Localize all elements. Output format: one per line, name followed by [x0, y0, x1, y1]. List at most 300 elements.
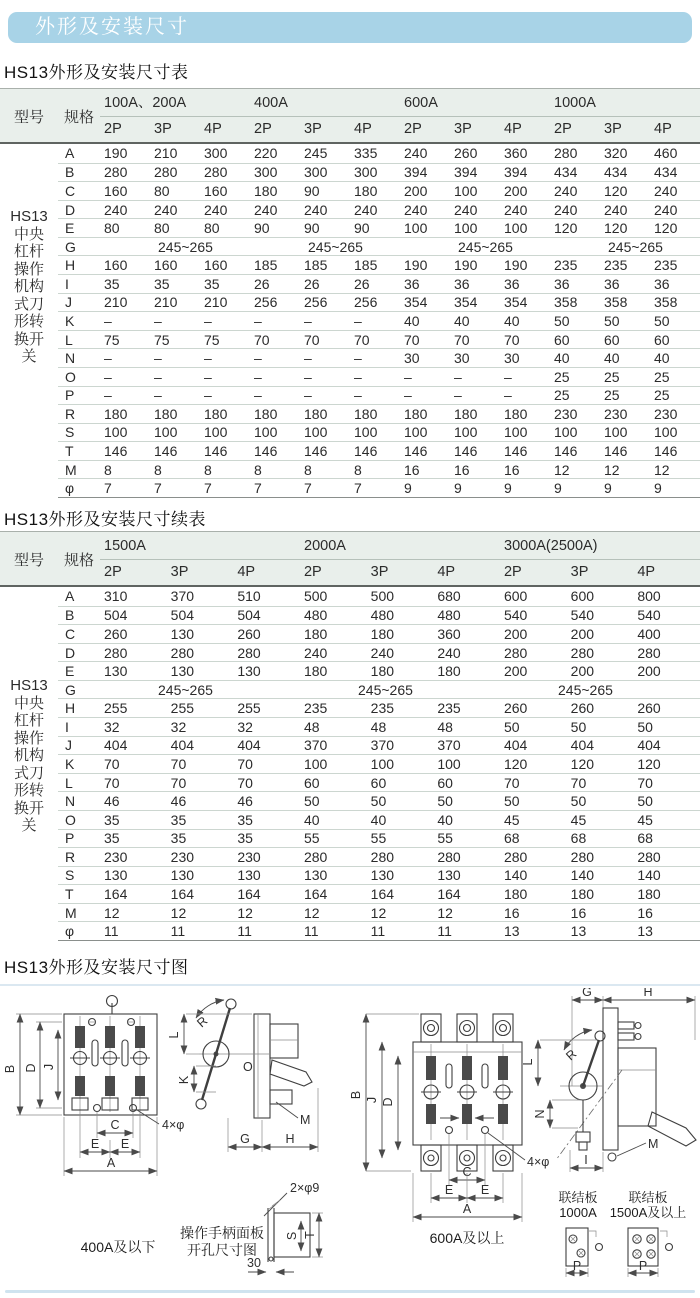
value-cell: 130 [170, 867, 195, 884]
value-cell: 16 [404, 461, 420, 478]
value-cell: 9 [504, 480, 512, 497]
value-cell: 100 [104, 424, 128, 441]
table1-title: HS13外形及安装尺寸表 [4, 63, 189, 82]
value-cell: 300 [254, 164, 278, 181]
value-cell: 360 [437, 625, 461, 642]
value-cell: 25 [604, 387, 620, 404]
value-cell: 50 [437, 793, 453, 810]
table1-body [58, 144, 700, 498]
value-cell: 50 [604, 312, 620, 329]
value-cell: 504 [237, 607, 261, 624]
value-cell: 256 [304, 294, 328, 311]
value-cell: 70 [454, 331, 470, 348]
table2-model-label [0, 587, 58, 940]
table-row [58, 478, 700, 497]
value-cell: 25 [554, 368, 570, 385]
value-cell: 354 [454, 294, 478, 311]
value-cell: 235 [303, 700, 328, 717]
figure-title: HS13外形及安装尺寸图 [4, 958, 189, 977]
value-cell: 358 [654, 294, 678, 311]
model-label-line: HS13 [10, 677, 48, 694]
table1-pole-headers [100, 117, 700, 143]
table-row [58, 643, 700, 662]
value-cell: 404 [237, 737, 261, 754]
value-cell: – [454, 368, 462, 385]
group-header: 3000A(2500A) [504, 538, 598, 554]
value-cell: 45 [570, 811, 587, 828]
value-cell: 35 [154, 275, 170, 292]
pole-header: 2P [303, 564, 322, 580]
value-cell: 46 [170, 793, 187, 810]
value-cell: 434 [554, 164, 578, 181]
table-row [58, 680, 700, 699]
value-cell: 16 [454, 461, 470, 478]
value-cell: 180 [354, 405, 378, 422]
value-cell: 90 [304, 182, 320, 199]
value-cell: 48 [303, 718, 320, 735]
value-cell: 180 [254, 405, 278, 422]
value-cell: 100 [604, 424, 628, 441]
value-cell: 11 [303, 923, 319, 940]
value-cell: – [254, 368, 262, 385]
dim-label-i: I [584, 1153, 588, 1167]
value-cell: 245~265 [308, 238, 363, 255]
model-label-line: 式刀 [13, 764, 44, 782]
value-cell: 394 [454, 164, 478, 181]
value-cell: 164 [303, 886, 328, 903]
value-cell: 70 [504, 331, 520, 348]
value-cell: 240 [204, 201, 228, 218]
value-cell: 16 [504, 461, 520, 478]
value-cell: 200 [503, 663, 528, 680]
value-cell: 320 [604, 145, 628, 162]
dim-label-n: N [533, 1109, 547, 1119]
value-cell: – [254, 387, 262, 404]
value-cell: 180 [104, 405, 128, 422]
value-cell: 30 [404, 350, 420, 367]
value-cell: 9 [454, 480, 462, 497]
value-cell: 245~265 [158, 238, 213, 255]
figure-divider [0, 984, 700, 986]
value-cell: 404 [170, 737, 195, 754]
section-banner: 外形及安装尺寸 [8, 12, 692, 43]
value-cell: 180 [204, 405, 228, 422]
value-cell: – [154, 387, 162, 404]
spec-cell: R [65, 405, 76, 422]
spec-cell: N [65, 793, 76, 810]
table-row [58, 274, 700, 293]
value-cell: 180 [437, 663, 461, 680]
value-cell: 16 [503, 904, 520, 921]
group-header: 1000A [554, 95, 596, 111]
pole-header: 2P [503, 564, 522, 580]
value-cell: 120 [604, 220, 628, 237]
value-cell: 60 [654, 331, 670, 348]
value-cell: 100 [437, 755, 461, 772]
spec-cell: S [65, 867, 75, 884]
value-cell: 11 [104, 923, 119, 940]
value-cell: – [154, 350, 162, 367]
value-cell: 245~265 [608, 238, 663, 255]
value-cell: 360 [504, 145, 528, 162]
model-label-line: 关 [21, 817, 37, 834]
value-cell: 404 [104, 737, 128, 754]
value-cell: 235 [554, 257, 578, 274]
value-cell: 260 [237, 625, 261, 642]
value-cell: 100 [254, 424, 278, 441]
value-cell: 68 [503, 830, 520, 847]
value-cell: 100 [504, 220, 528, 237]
hole-note-4phi: 4×φ [527, 1155, 550, 1169]
value-cell: 180 [303, 625, 328, 642]
value-cell: 240 [404, 145, 428, 162]
value-cell: 25 [554, 387, 570, 404]
value-cell: 164 [104, 886, 128, 903]
value-cell: 100 [354, 424, 378, 441]
spec-cell: A [65, 588, 75, 605]
value-cell: 280 [437, 848, 461, 865]
spec-cell: A [65, 145, 75, 162]
model-label-line: 杠杆 [13, 712, 44, 729]
table-row [58, 330, 700, 349]
bottom-divider [5, 1290, 695, 1293]
spec-cell: K [65, 755, 75, 772]
value-cell: – [104, 350, 112, 367]
value-cell: 120 [503, 755, 528, 772]
value-cell: 100 [554, 424, 578, 441]
dim-label-a: A [106, 1156, 116, 1170]
value-cell: 164 [437, 886, 461, 903]
dim-label-d: D [381, 1097, 395, 1107]
value-cell: 600 [503, 588, 528, 605]
value-cell: 180 [404, 405, 428, 422]
value-cell: 404 [503, 737, 528, 754]
value-cell: 26 [304, 275, 320, 292]
pole-header: 3P [170, 564, 189, 580]
spec-cell: P [65, 387, 75, 404]
value-cell: 255 [104, 700, 128, 717]
value-cell: – [154, 368, 162, 385]
value-cell: – [104, 387, 112, 404]
spec-cell: N [65, 350, 76, 367]
value-cell: – [454, 387, 462, 404]
dim-label-r: R [563, 1046, 580, 1064]
value-cell: 230 [104, 848, 128, 865]
value-cell: 55 [370, 830, 387, 847]
table-row [58, 386, 700, 405]
value-cell: – [304, 368, 312, 385]
pole-header: 4P [437, 564, 456, 580]
value-cell: 146 [504, 443, 528, 460]
model-column-header: 型号 [13, 108, 44, 126]
value-cell: 230 [170, 848, 195, 865]
spec-cell: M [65, 461, 77, 478]
pole-header: 4P [504, 121, 522, 137]
value-cell: 540 [503, 607, 528, 624]
value-cell: 480 [437, 607, 461, 624]
table2-pole-headers [100, 560, 700, 586]
value-cell: 7 [154, 480, 162, 497]
value-cell: 50 [370, 793, 387, 810]
value-cell: 130 [170, 663, 195, 680]
dim-label-h: H [285, 1132, 295, 1146]
value-cell: 240 [370, 644, 395, 661]
value-cell: 35 [104, 830, 120, 847]
value-cell: 35 [104, 811, 120, 828]
value-cell: 245 [304, 145, 328, 162]
value-cell: 25 [654, 387, 670, 404]
value-cell: 146 [204, 443, 228, 460]
value-cell: 8 [154, 461, 162, 478]
value-cell: 11 [237, 923, 252, 940]
caption-cutout: 操作手柄面板 [180, 1225, 264, 1241]
value-cell: 30 [504, 350, 520, 367]
table-row [58, 866, 700, 885]
spec-cell: D [65, 644, 76, 661]
model-label-line: 换开 [13, 330, 44, 348]
value-cell: 12 [654, 461, 670, 478]
spec-cell: E [65, 220, 75, 237]
value-cell: 100 [404, 424, 428, 441]
value-cell: 26 [254, 275, 270, 292]
value-cell: 9 [404, 480, 412, 497]
value-cell: 60 [554, 331, 570, 348]
spec-cell: P [65, 830, 75, 847]
table1-header [0, 88, 700, 144]
dim-label-b: B [349, 1090, 363, 1100]
value-cell: 35 [170, 811, 187, 828]
value-cell: 70 [637, 774, 653, 791]
value-cell: 50 [654, 312, 670, 329]
value-cell: – [504, 368, 512, 385]
value-cell: 40 [604, 350, 620, 367]
dim-label-m: M [300, 1113, 311, 1127]
spec-column-header: 规格 [63, 551, 94, 569]
table-row [58, 921, 700, 940]
group-header: 2000A [304, 538, 346, 554]
value-cell: 120 [570, 755, 595, 772]
value-cell: 25 [654, 368, 670, 385]
value-cell: 55 [303, 830, 320, 847]
table-row [58, 847, 700, 866]
value-cell: 48 [437, 718, 453, 735]
value-cell: 280 [570, 848, 595, 865]
value-cell: 180 [303, 663, 328, 680]
caption-plate-1000a: 联结板 [558, 1190, 598, 1205]
value-cell: 146 [154, 443, 178, 460]
dim-label-s: S [285, 1231, 299, 1241]
value-cell: 12 [554, 461, 570, 478]
value-cell: 190 [504, 257, 528, 274]
value-cell: 70 [104, 774, 120, 791]
spec-cell: C [65, 625, 76, 642]
value-cell: 120 [604, 182, 628, 199]
value-cell: 36 [554, 275, 570, 292]
model-label-line: 中央 [13, 694, 44, 712]
value-cell: 180 [637, 886, 661, 903]
value-cell: 35 [104, 275, 120, 292]
value-cell: 8 [354, 461, 362, 478]
value-cell: 100 [454, 182, 478, 199]
value-cell: 280 [503, 848, 528, 865]
table-row [58, 311, 700, 330]
dimension-drawings [0, 988, 700, 1291]
value-cell: 540 [637, 607, 661, 624]
value-cell: 680 [437, 588, 461, 605]
table-row [58, 163, 700, 182]
model-label-line: HS13 [10, 208, 48, 225]
table2-header [0, 531, 700, 587]
value-cell: – [354, 387, 362, 404]
value-cell: 540 [570, 607, 595, 624]
spec-cell: B [65, 607, 75, 624]
value-cell: 260 [570, 700, 595, 717]
value-cell: 354 [504, 294, 528, 311]
value-cell: 50 [637, 793, 653, 810]
value-cell: 48 [370, 718, 387, 735]
value-cell: – [204, 387, 212, 404]
value-cell: 36 [454, 275, 470, 292]
value-cell: 7 [254, 480, 262, 497]
value-cell: 260 [454, 145, 478, 162]
value-cell: 100 [204, 424, 228, 441]
spec-cell: C [65, 182, 76, 199]
dim-label-h: H [643, 988, 653, 999]
value-cell: 146 [604, 443, 628, 460]
value-cell: 146 [104, 443, 128, 460]
table-row [58, 736, 700, 755]
value-cell: 300 [354, 164, 378, 181]
value-cell: 12 [170, 904, 187, 921]
spec-cell: R [65, 848, 76, 865]
pole-header: 3P [154, 121, 172, 137]
value-cell: 140 [570, 867, 595, 884]
value-cell: 300 [304, 164, 328, 181]
value-cell: 160 [204, 182, 228, 199]
value-cell: 7 [104, 480, 112, 497]
table-row [58, 144, 700, 163]
value-cell: 180 [254, 182, 278, 199]
value-cell: 255 [237, 700, 261, 717]
value-cell: 210 [104, 294, 128, 311]
table-row [58, 367, 700, 386]
value-cell: 40 [554, 350, 570, 367]
caption-600a: 600A及以上 [429, 1230, 505, 1246]
spec-cell: L [65, 774, 73, 791]
table-row [58, 884, 700, 903]
value-cell: 185 [304, 257, 328, 274]
value-cell: 90 [354, 220, 370, 237]
dim-label-c: C [110, 1118, 120, 1132]
value-cell: 230 [554, 405, 578, 422]
value-cell: 240 [554, 182, 578, 199]
spec-cell: H [65, 700, 76, 717]
table-row [58, 698, 700, 717]
value-cell: 75 [204, 331, 220, 348]
value-cell: 240 [354, 201, 378, 218]
value-cell: 70 [170, 774, 187, 791]
pole-header: 4P [654, 121, 672, 137]
value-cell: 70 [104, 755, 120, 772]
caption-plate-1500a: 1500A及以上 [609, 1205, 687, 1220]
dim-label-l: L [521, 1058, 535, 1066]
value-cell: 100 [454, 424, 478, 441]
value-cell: 75 [104, 331, 120, 348]
pole-header: 2P [254, 121, 272, 137]
value-cell: 100 [303, 755, 328, 772]
value-cell: 260 [637, 700, 661, 717]
value-cell: 130 [237, 663, 261, 680]
pole-header: 3P [304, 121, 322, 137]
value-cell: 80 [154, 220, 170, 237]
value-cell: 120 [654, 220, 678, 237]
value-cell: 7 [204, 480, 212, 497]
value-cell: 300 [204, 145, 228, 162]
spec-cell: φ [65, 480, 75, 497]
spec-cell: T [65, 886, 74, 903]
value-cell: 310 [104, 588, 128, 605]
value-cell: 180 [154, 405, 178, 422]
value-cell: 100 [654, 424, 678, 441]
value-cell: 50 [554, 312, 570, 329]
pole-header: 4P [204, 121, 222, 137]
value-cell: 13 [570, 923, 587, 940]
value-cell: 70 [570, 774, 587, 791]
value-cell: 500 [303, 588, 328, 605]
spec-cell: I [65, 718, 69, 735]
value-cell: – [354, 368, 362, 385]
value-cell: 70 [170, 755, 187, 772]
value-cell: 230 [604, 405, 628, 422]
value-cell: 280 [503, 644, 528, 661]
value-cell: 50 [303, 793, 320, 810]
dim-label-g: G [582, 988, 592, 999]
value-cell: 120 [554, 220, 578, 237]
value-cell: 504 [170, 607, 195, 624]
table-row [58, 348, 700, 367]
value-cell: 280 [570, 644, 595, 661]
value-cell: 70 [237, 755, 253, 772]
value-cell: 240 [554, 201, 578, 218]
value-cell: 40 [370, 811, 387, 828]
value-cell: 160 [204, 257, 228, 274]
value-cell: 260 [104, 625, 128, 642]
dim-label-r: R [194, 1013, 211, 1031]
value-cell: 180 [454, 405, 478, 422]
value-cell: 45 [503, 811, 520, 828]
table1-group-headers [100, 90, 700, 117]
front-view-600a [349, 1014, 549, 1246]
model-label-line: 形转 [13, 313, 44, 330]
value-cell: 130 [170, 625, 195, 642]
value-cell: 36 [654, 275, 670, 292]
value-cell: 280 [554, 145, 578, 162]
value-cell: 130 [437, 867, 461, 884]
value-cell: 146 [304, 443, 328, 460]
table-row [58, 200, 700, 219]
value-cell: 280 [303, 848, 328, 865]
value-cell: 8 [104, 461, 112, 478]
value-cell: 358 [604, 294, 628, 311]
value-cell: 370 [370, 737, 395, 754]
table-row [58, 606, 700, 625]
value-cell: 13 [637, 923, 653, 940]
spec-cell: O [65, 368, 76, 385]
spec-cell: B [65, 164, 75, 181]
group-header: 100A、200A [104, 95, 187, 111]
value-cell: – [304, 387, 312, 404]
value-cell: 12 [237, 904, 253, 921]
